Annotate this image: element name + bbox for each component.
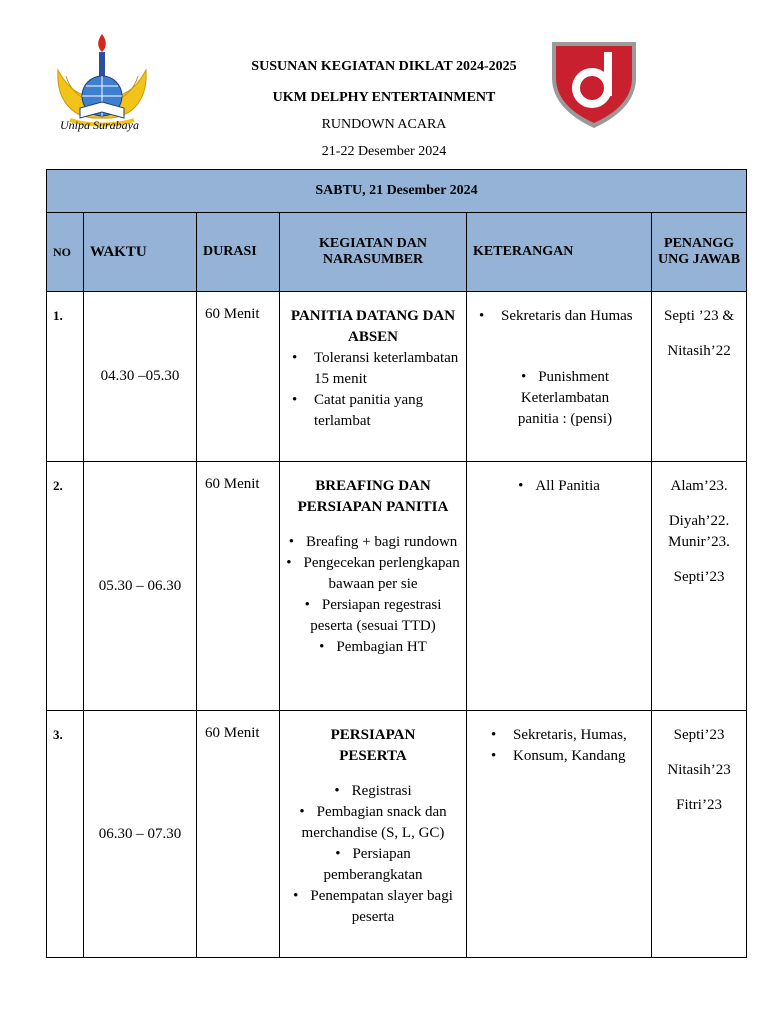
table-row bbox=[47, 711, 747, 958]
activity-list bbox=[286, 348, 460, 432]
row-time: 05.30 – 06.30 bbox=[84, 462, 197, 711]
row-duration: 60 Menit bbox=[197, 462, 280, 711]
list-item: • Breafing + bagi rundown bbox=[288, 534, 458, 550]
col-durasi: DURASI bbox=[197, 213, 280, 292]
pj-name: Septi ’23 & bbox=[664, 308, 735, 324]
activity-list bbox=[286, 532, 460, 658]
row-time: 06.30 – 07.30 bbox=[84, 711, 197, 958]
activity-list bbox=[286, 781, 460, 928]
pj-name: Munir’23. bbox=[668, 534, 730, 550]
organization-name: UKM DELPHY ENTERTAINMENT bbox=[272, 90, 496, 105]
row-notes bbox=[467, 462, 652, 711]
notes-list bbox=[473, 725, 645, 767]
row-duration: 60 Menit bbox=[197, 292, 280, 462]
list-item: • Registrasi bbox=[334, 783, 412, 799]
pj-name: Alam’23. bbox=[670, 478, 728, 494]
list-item: • Punishment Keterlambatan panitia : (pensi) bbox=[517, 369, 613, 427]
row-person-in-charge bbox=[652, 462, 747, 711]
row-number: 2. bbox=[47, 462, 84, 711]
col-keterangan: KETERANGAN bbox=[467, 213, 652, 292]
row-notes bbox=[467, 292, 652, 462]
table-row bbox=[47, 462, 747, 711]
list-item: • Pembagian snack dan merchandise (S, L, GC) bbox=[299, 804, 447, 841]
notes-list bbox=[473, 306, 645, 327]
list-item: • Persiapan regestrasi peserta (sesuai TTD) bbox=[304, 597, 442, 634]
list-item: • Sekretaris, Humas, bbox=[473, 725, 645, 746]
row-activity bbox=[280, 462, 467, 711]
row-person-in-charge bbox=[652, 292, 747, 462]
table-row bbox=[47, 292, 747, 462]
col-waktu: WAKTU bbox=[84, 213, 197, 292]
row-number: 1. bbox=[47, 292, 84, 462]
row-person-in-charge bbox=[652, 711, 747, 958]
column-header-row bbox=[47, 213, 747, 292]
pj-name: Nitasih’23 bbox=[667, 762, 731, 778]
list-item: • Penempatan slayer bagi peserta bbox=[293, 888, 453, 925]
notes-list bbox=[473, 476, 645, 497]
pj-name: Diyah’22. bbox=[668, 513, 730, 529]
list-item: • Pengecekan perlengkapan bawaan per sie bbox=[286, 555, 460, 592]
row-duration: 60 Menit bbox=[197, 711, 280, 958]
list-item: • Sekretaris dan Humas bbox=[473, 306, 645, 327]
row-activity bbox=[280, 292, 467, 462]
row-number: 3. bbox=[47, 711, 84, 958]
activity-title: BREAFING DAN PERSIAPAN PANITIA bbox=[297, 478, 449, 515]
schedule-table bbox=[46, 169, 747, 958]
document-subtitle: RUNDOWN ACARA bbox=[321, 117, 447, 132]
day-label: SABTU, 21 Desember 2024 bbox=[47, 170, 747, 213]
list-item: • Pembagian HT bbox=[319, 639, 427, 655]
row-notes bbox=[467, 711, 652, 958]
pj-name: Septi’23 bbox=[673, 727, 725, 743]
day-header-row bbox=[47, 170, 747, 213]
list-item: • Persiapan pemberangkatan bbox=[323, 846, 423, 883]
pj-name: Septi’23 bbox=[673, 569, 725, 585]
col-kegiatan: KEGIATAN DAN NARASUMBER bbox=[280, 213, 467, 292]
document-title: SUSUNAN KEGIATAN DIKLAT 2024-2025 bbox=[251, 59, 517, 74]
activity-title: PANITIA DATANG DAN ABSEN bbox=[290, 308, 456, 345]
list-item: • Catat panitia yang terlambat bbox=[286, 390, 460, 432]
row-time: 04.30 –05.30 bbox=[84, 292, 197, 462]
list-item: • All Panitia bbox=[518, 478, 600, 494]
list-item: • Toleransi keterlambatan 15 menit bbox=[286, 348, 460, 390]
pj-name: Nitasih’22 bbox=[667, 343, 731, 359]
col-penanggung-jawab: PENANGG UNG JAWAB bbox=[652, 213, 747, 292]
list-item: • Konsum, Kandang bbox=[473, 746, 645, 767]
activity-title: PERSIAPAN PESERTA bbox=[330, 727, 416, 764]
notes-list bbox=[473, 367, 645, 430]
col-no: NO bbox=[47, 213, 84, 292]
logo-caption: Unipa Surabaya bbox=[60, 118, 139, 132]
row-activity bbox=[280, 711, 467, 958]
document-date: 21-22 Desember 2024 bbox=[321, 144, 447, 159]
pj-name: Fitri’23 bbox=[676, 797, 722, 813]
